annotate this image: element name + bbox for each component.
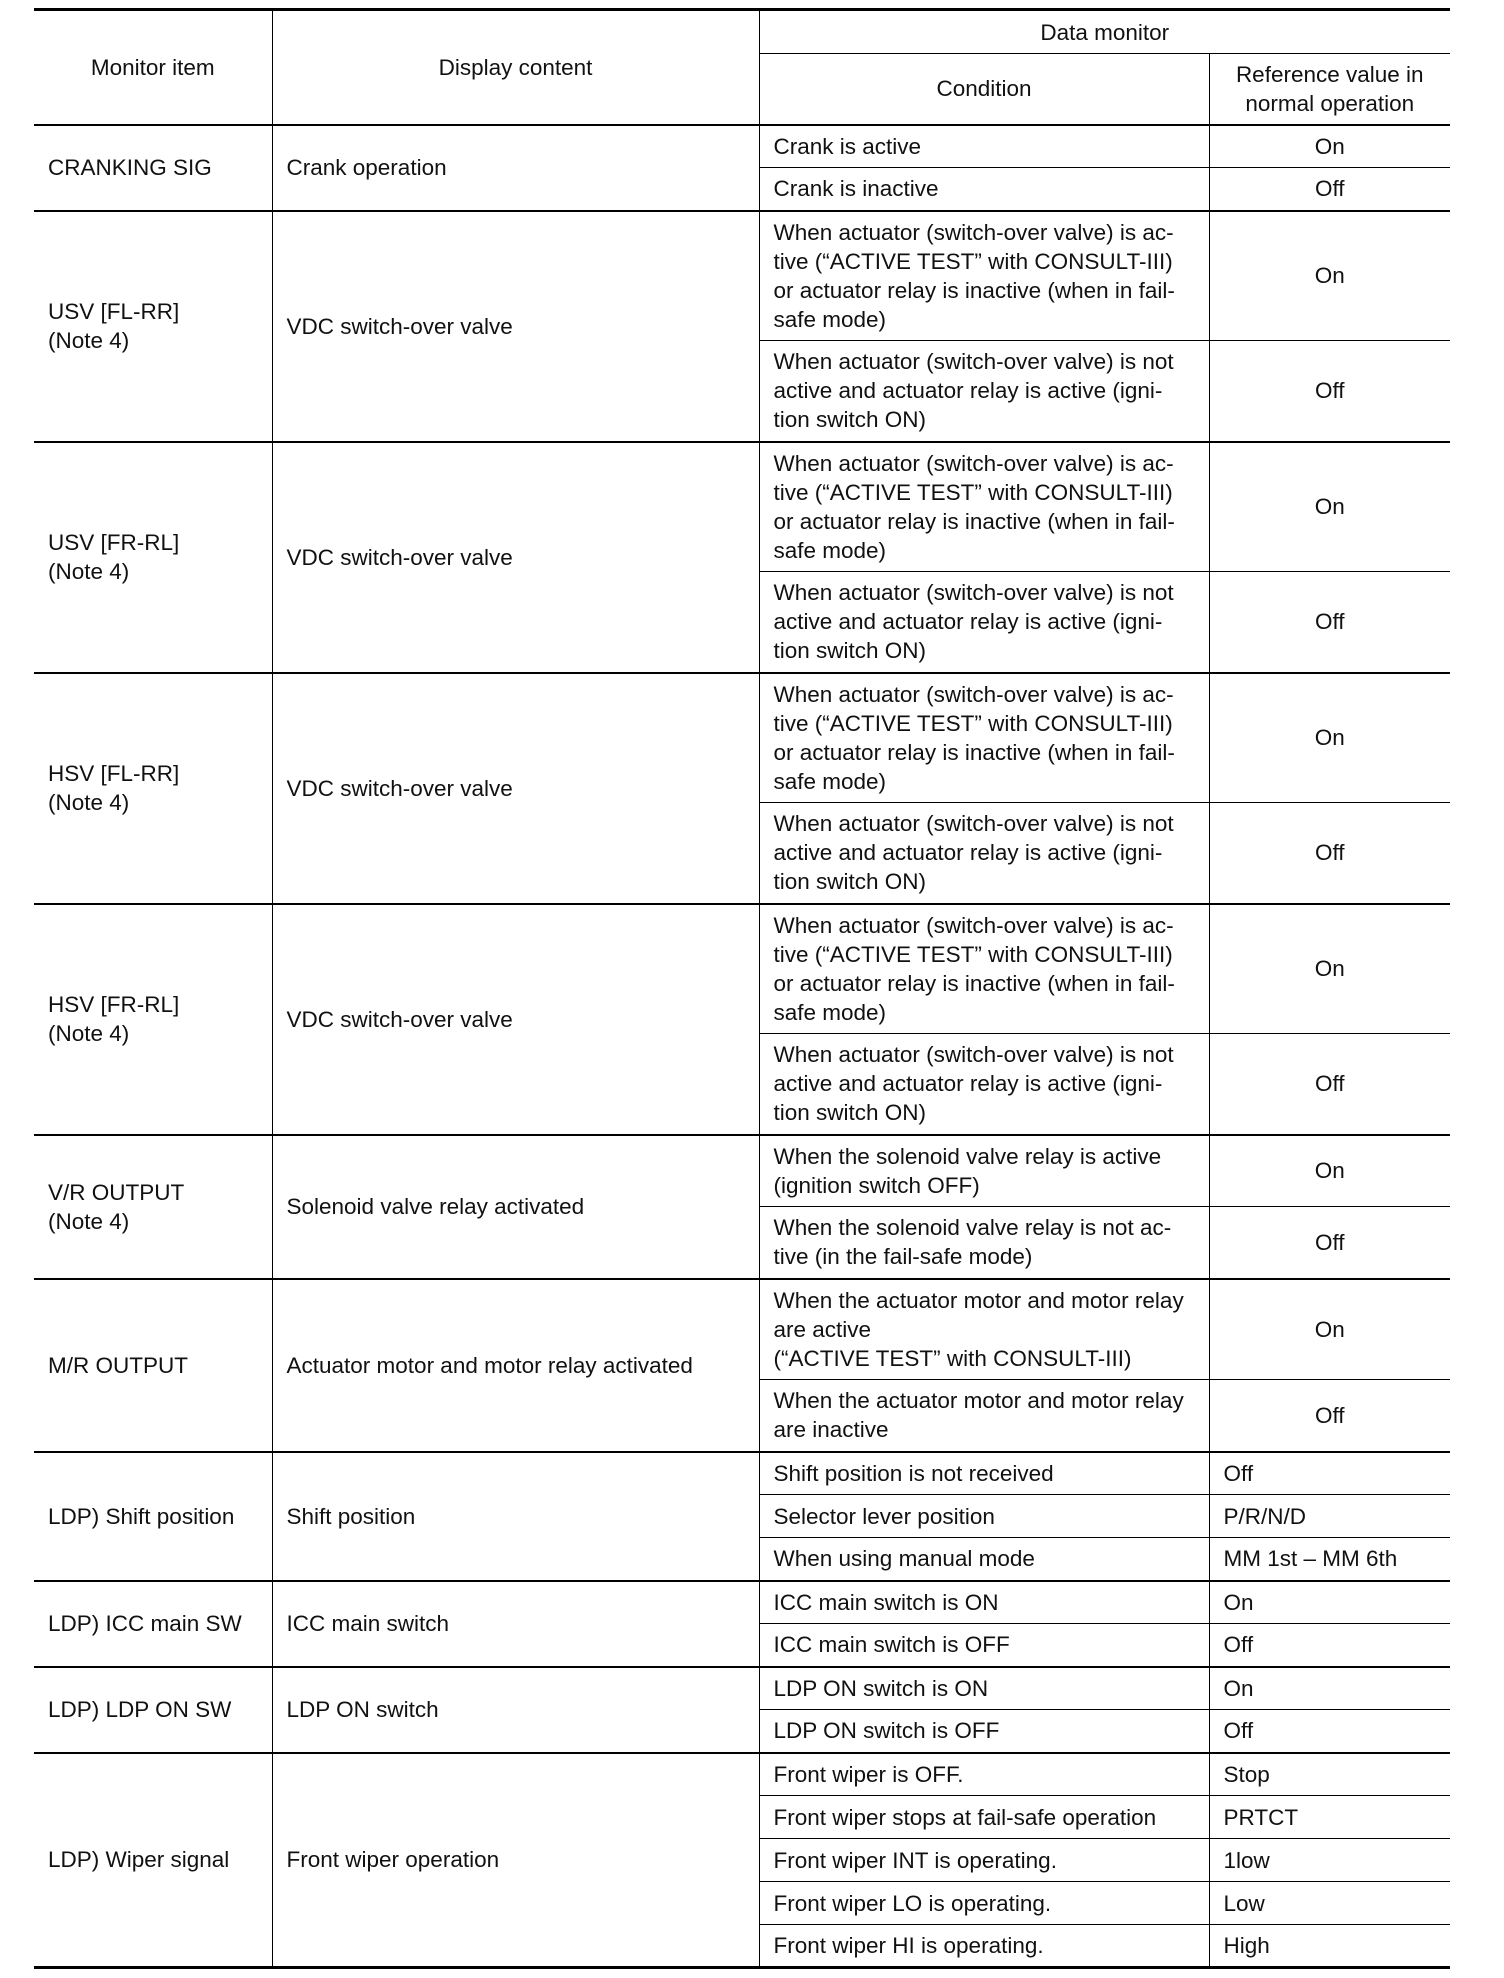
- condition-cell: Front wiper is OFF.: [759, 1753, 1209, 1796]
- table-row: [34, 1753, 1450, 1796]
- monitor-item-cell: USV [FR-RL] (Note 4): [34, 442, 272, 673]
- table-row: [34, 904, 1450, 1034]
- reference-value-cell: Off: [1209, 572, 1450, 673]
- reference-value-cell: Off: [1209, 1380, 1450, 1452]
- display-content-cell: Actuator motor and motor relay activated: [272, 1279, 759, 1452]
- reference-value-cell: P/R/N/D: [1209, 1495, 1450, 1538]
- reference-value-cell: Off: [1209, 1710, 1450, 1753]
- condition-cell: Front wiper INT is operating.: [759, 1839, 1209, 1882]
- monitor-item-cell: V/R OUTPUT (Note 4): [34, 1135, 272, 1279]
- reference-value-cell: High: [1209, 1925, 1450, 1968]
- condition-cell: LDP ON switch is OFF: [759, 1710, 1209, 1753]
- reference-value-cell: On: [1209, 442, 1450, 572]
- condition-cell: Selector lever position: [759, 1495, 1209, 1538]
- reference-value-cell: On: [1209, 673, 1450, 803]
- reference-value-cell: On: [1209, 125, 1450, 168]
- monitor-item-cell: LDP) LDP ON SW: [34, 1667, 272, 1753]
- reference-value-cell: Stop: [1209, 1753, 1450, 1796]
- reference-value-cell: 1low: [1209, 1839, 1450, 1882]
- table-row: [34, 1581, 1450, 1624]
- condition-cell: Crank is active: [759, 125, 1209, 168]
- display-content-cell: ICC main switch: [272, 1581, 759, 1667]
- display-content-cell: VDC switch-over valve: [272, 211, 759, 442]
- reference-value-cell: Off: [1209, 1624, 1450, 1667]
- reference-value-cell: MM 1st – MM 6th: [1209, 1538, 1450, 1581]
- reference-value-cell: On: [1209, 211, 1450, 341]
- monitor-item-cell: LDP) Shift position: [34, 1452, 272, 1581]
- condition-cell: When actuator (switch-over valve) is ac- tive (“ACTIVE TEST” with CONSULT-III) or actuator relay is inactive (when in fail- safe mode): [759, 442, 1209, 572]
- monitor-item-cell: USV [FL-RR] (Note 4): [34, 211, 272, 442]
- display-content-cell: Front wiper operation: [272, 1753, 759, 1968]
- condition-cell: When the actuator motor and motor relay are inactive: [759, 1380, 1209, 1452]
- monitor-item-cell: M/R OUTPUT: [34, 1279, 272, 1452]
- monitor-item-cell: HSV [FR-RL] (Note 4): [34, 904, 272, 1135]
- condition-cell: ICC main switch is OFF: [759, 1624, 1209, 1667]
- condition-cell: When actuator (switch-over valve) is not active and actuator relay is active (igni- tion switch ON): [759, 803, 1209, 904]
- condition-cell: ICC main switch is ON: [759, 1581, 1209, 1624]
- reference-value-cell: On: [1209, 1135, 1450, 1207]
- condition-cell: When actuator (switch-over valve) is ac- tive (“ACTIVE TEST” with CONSULT-III) or actuator relay is inactive (when in fail- safe mode): [759, 673, 1209, 803]
- reference-value-cell: Off: [1209, 341, 1450, 442]
- monitor-item-cell: LDP) Wiper signal: [34, 1753, 272, 1968]
- header-data-monitor: Data monitor: [759, 10, 1450, 54]
- condition-cell: Front wiper stops at fail-safe operation: [759, 1796, 1209, 1839]
- condition-cell: When the solenoid valve relay is active (ignition switch OFF): [759, 1135, 1209, 1207]
- reference-value-cell: Off: [1209, 168, 1450, 211]
- display-content-cell: VDC switch-over valve: [272, 442, 759, 673]
- table-row: [34, 211, 1450, 341]
- monitor-item-cell: LDP) ICC main SW: [34, 1581, 272, 1667]
- table-row: [34, 125, 1450, 168]
- header-monitor-item: Monitor item: [34, 10, 272, 125]
- reference-value-cell: Low: [1209, 1882, 1450, 1925]
- condition-cell: Shift position is not received: [759, 1452, 1209, 1495]
- display-content-cell: Shift position: [272, 1452, 759, 1581]
- reference-value-cell: Off: [1209, 1207, 1450, 1279]
- table-row: [34, 1135, 1450, 1207]
- reference-value-cell: Off: [1209, 1452, 1450, 1495]
- table-row: [34, 1452, 1450, 1495]
- reference-value-cell: On: [1209, 1667, 1450, 1710]
- reference-value-cell: On: [1209, 1279, 1450, 1380]
- monitor-item-cell: CRANKING SIG: [34, 125, 272, 211]
- reference-value-cell: On: [1209, 1581, 1450, 1624]
- condition-cell: When actuator (switch-over valve) is ac- tive (“ACTIVE TEST” with CONSULT-III) or actuator relay is inactive (when in fail- safe mode): [759, 904, 1209, 1034]
- condition-cell: LDP ON switch is ON: [759, 1667, 1209, 1710]
- reference-value-cell: On: [1209, 904, 1450, 1034]
- table-row: [34, 442, 1450, 572]
- display-content-cell: LDP ON switch: [272, 1667, 759, 1753]
- condition-cell: When actuator (switch-over valve) is ac- tive (“ACTIVE TEST” with CONSULT-III) or actuator relay is inactive (when in fail- safe mode): [759, 211, 1209, 341]
- condition-cell: When actuator (switch-over valve) is not active and actuator relay is active (igni- tion switch ON): [759, 341, 1209, 442]
- condition-cell: When the actuator motor and motor relay are active (“ACTIVE TEST” with CONSULT-III): [759, 1279, 1209, 1380]
- table-row: [34, 1279, 1450, 1380]
- condition-cell: When actuator (switch-over valve) is not active and actuator relay is active (igni- tion switch ON): [759, 1034, 1209, 1135]
- display-content-cell: Solenoid valve relay activated: [272, 1135, 759, 1279]
- table-row: [34, 673, 1450, 803]
- monitor-item-cell: HSV [FL-RR] (Note 4): [34, 673, 272, 904]
- header-reference-value: Reference value in normal operation: [1209, 54, 1450, 125]
- data-monitor-table: [34, 8, 1450, 1969]
- display-content-cell: Crank operation: [272, 125, 759, 211]
- condition-cell: Front wiper LO is operating.: [759, 1882, 1209, 1925]
- condition-cell: When actuator (switch-over valve) is not active and actuator relay is active (igni- tion switch ON): [759, 572, 1209, 673]
- condition-cell: When using manual mode: [759, 1538, 1209, 1581]
- condition-cell: When the solenoid valve relay is not ac- tive (in the fail-safe mode): [759, 1207, 1209, 1279]
- reference-value-cell: Off: [1209, 1034, 1450, 1135]
- display-content-cell: VDC switch-over valve: [272, 904, 759, 1135]
- condition-cell: Crank is inactive: [759, 168, 1209, 211]
- reference-value-cell: Off: [1209, 803, 1450, 904]
- condition-cell: Front wiper HI is operating.: [759, 1925, 1209, 1968]
- display-content-cell: VDC switch-over valve: [272, 673, 759, 904]
- header-condition: Condition: [759, 54, 1209, 125]
- table-body: [34, 125, 1450, 1968]
- reference-value-cell: PRTCT: [1209, 1796, 1450, 1839]
- header-display-content: Display content: [272, 10, 759, 125]
- table-row: [34, 1667, 1450, 1710]
